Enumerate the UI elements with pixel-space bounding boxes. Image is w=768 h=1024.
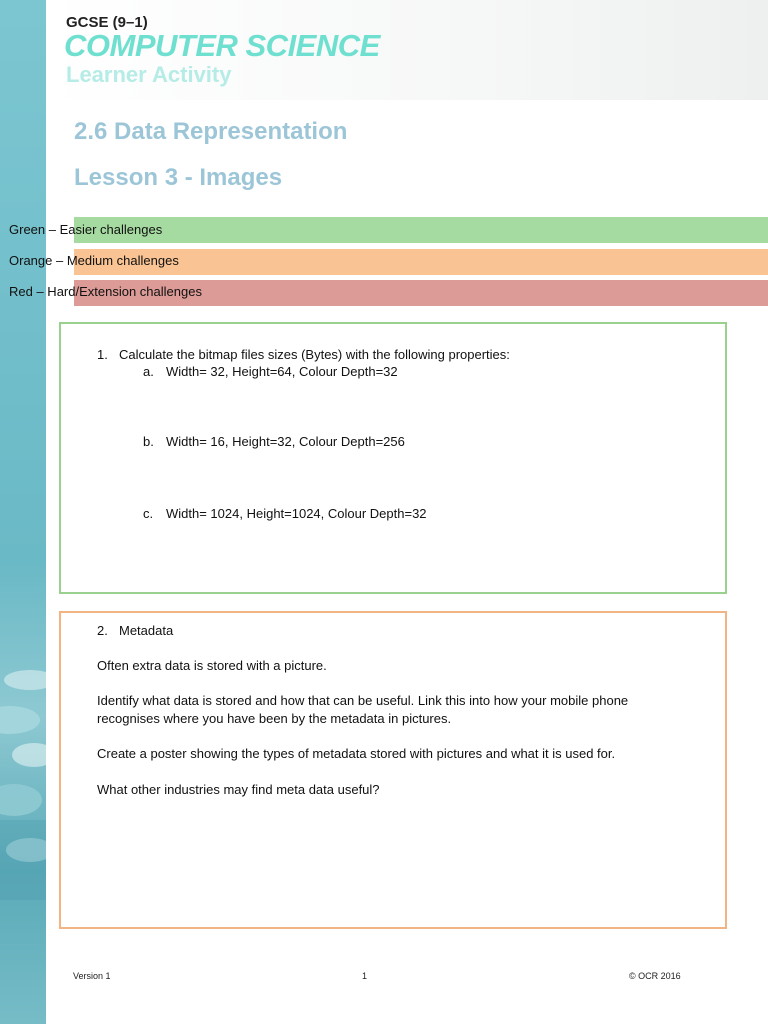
lesson-heading: Lesson 3 - Images bbox=[74, 164, 283, 191]
legend-green-label: Green – Easier challenges bbox=[9, 222, 163, 237]
task-2-paragraph-2-line-2: recognises where you have been by the metadata in pictures. bbox=[97, 711, 452, 726]
task-1c-letter: c. bbox=[143, 506, 154, 521]
footer-version: Version 1 bbox=[73, 971, 111, 981]
decorative-sidebar bbox=[0, 0, 46, 1024]
task-1-number: 1. bbox=[97, 347, 108, 362]
task-1b-letter: b. bbox=[143, 434, 154, 449]
task-1-question: Calculate the bitmap files sizes (Bytes) with the following properties: bbox=[119, 347, 510, 362]
task-2-paragraph-1: Often extra data is stored with a picture. bbox=[97, 658, 327, 673]
legend-bar-green bbox=[74, 217, 768, 243]
section-heading: 2.6 Data Representation bbox=[74, 118, 348, 145]
task-1-box bbox=[59, 322, 727, 594]
task-2-paragraph-2-line-1: Identify what data is stored and how that can be useful. Link this into how your mobile phone bbox=[97, 693, 629, 708]
footer-page-number: 1 bbox=[362, 971, 368, 981]
sidebar-artwork bbox=[0, 660, 46, 900]
footer-copyright: © OCR 2016 bbox=[629, 971, 681, 981]
qualification-label: GCSE (9–1) bbox=[66, 14, 148, 31]
legend-orange-label: Orange – Medium challenges bbox=[9, 253, 179, 268]
task-1c-text: Width= 1024, Height=1024, Colour Depth=32 bbox=[166, 506, 427, 521]
task-2-paragraph-4: What other industries may find meta data useful? bbox=[97, 782, 380, 797]
task-2-title: Metadata bbox=[119, 623, 174, 638]
subject-title: COMPUTER SCIENCE bbox=[64, 28, 380, 63]
activity-subtitle: Learner Activity bbox=[66, 62, 232, 87]
task-2-number: 2. bbox=[97, 623, 108, 638]
task-1a-text: Width= 32, Height=64, Colour Depth=32 bbox=[166, 364, 398, 379]
task-2-paragraph-3: Create a poster showing the types of metadata stored with pictures and what it is used for. bbox=[97, 746, 616, 761]
task-1b-text: Width= 16, Height=32, Colour Depth=256 bbox=[166, 434, 405, 449]
legend-red-label: Red – Hard/Extension challenges bbox=[9, 284, 202, 299]
task-1a-letter: a. bbox=[143, 364, 154, 379]
